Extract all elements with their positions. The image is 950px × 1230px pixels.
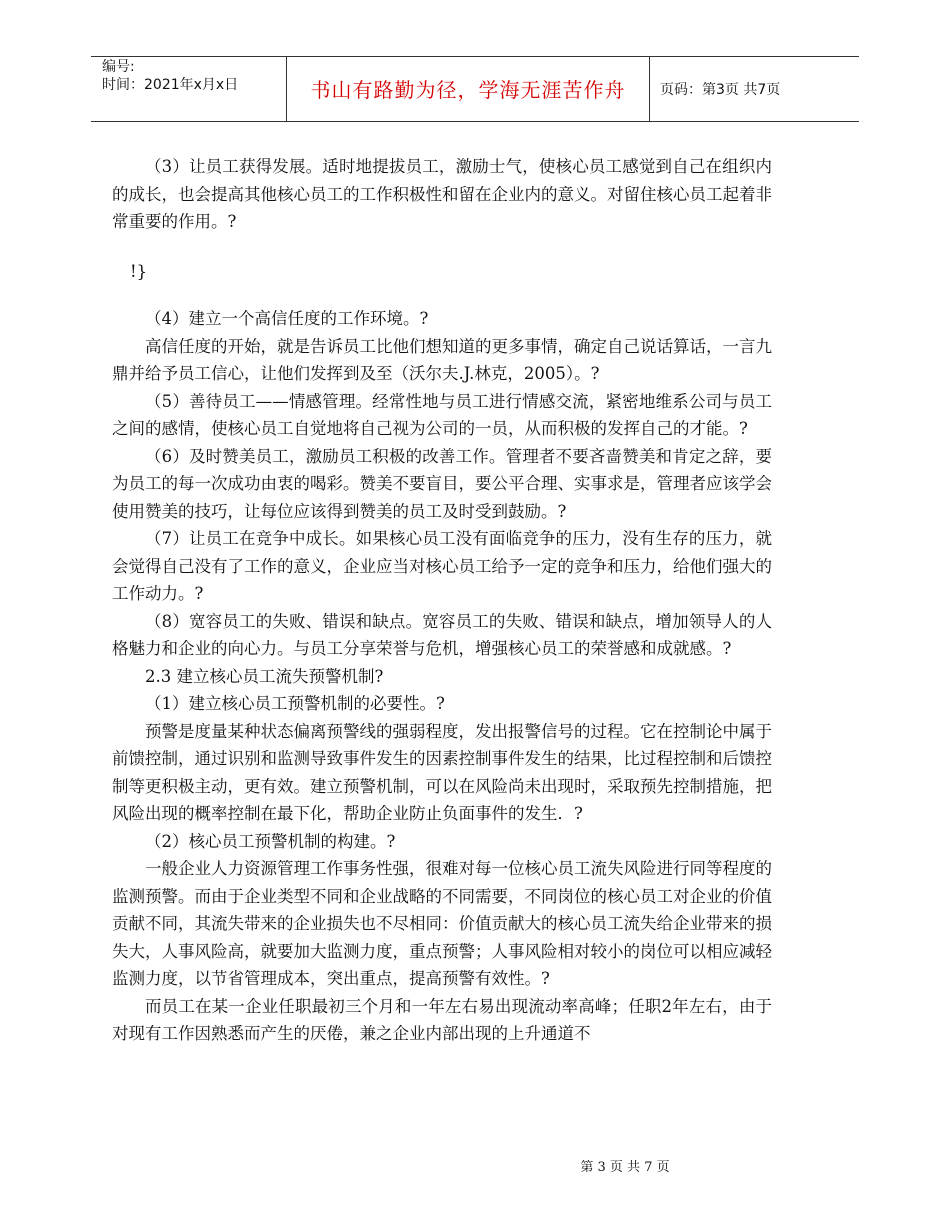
header-page-info: 页码：第3页 共7页 <box>660 82 781 98</box>
header-bottom-rule <box>91 121 859 122</box>
paragraph: （8）宽容员工的失败、错误和缺点。宽容员工的失败、错误和缺点，增加领导人的人格魅力和企业的向心力。与员工分享荣誉与危机，增强核心员工的荣誉感和成就感。? <box>112 611 772 658</box>
paragraph: 一般企业人力资源管理工作事务性强，很难对每一位核心员工流失风险进行同等程度的监测预警。而由于企业类型不同和企业战略的不同需要，不同岗位的核心员工对企业的价值贡献不同，其流失带来的企业损失也不尽相同：价值贡献大的核心员工流失给企业带来的损失大，人事风险高，就要加大监测力度，重点预警；人事风险相对较小的岗位可以相应减轻监测力度，以节省管理成本，突出重点，提高预警有效性。? <box>112 859 772 988</box>
paragraph: 而员工在某一企业任职最初三个月和一年左右易出现流动率高峰；任职2年左右，由于对现有工作因熟悉而产生的厌倦，兼之企业内部出现的上升通道不 <box>112 996 772 1043</box>
paragraph: （1）建立核心员工预警机制的必要性。? <box>145 694 445 713</box>
text-fragment: !} <box>130 261 148 281</box>
time-label: 时间：2021年x月x日 <box>102 77 239 93</box>
header-divider-right <box>649 56 650 121</box>
paragraph: （3）让员工获得发展。适时地提拔员工，激励士气，使核心员工感觉到自己在组织内的成长，也会提高其他核心员工的工作积极性和留在企业内的意义。对留住核心员工起着非常重要的作用。? <box>112 157 772 231</box>
paragraph: （5）善待员工——情感管理。经常性地与员工进行情感交流，紧密地维系公司与员工之间的感情，使核心员工自觉地将自己视为公司的一员，从而积极的发挥自己的才能。? <box>112 391 772 438</box>
header-motto: 书山有路勤为径，学海无涯苦作舟 <box>310 78 626 102</box>
paragraph: 高信任度的开始，就是告诉员工比他们想知道的更多事情，确定自己说话算话，一言九鼎并给予员工信心，让他们发挥到及至（沃尔夫.J.林克，2005）。? <box>112 336 772 383</box>
section-heading: 2.3 建立核心员工流失预警机制? <box>145 666 384 686</box>
number-label: 编号: <box>102 59 135 75</box>
paragraph: （6）及时赞美员工，激励员工积极的改善工作。管理者不要吝啬赞美和肯定之辞，要为员工的每一次成功由衷的喝彩。赞美不要盲目，要公平合理、实事求是，管理者应该学会使用赞美的技巧，让每位应该得到赞美的员工及时受到鼓励。? <box>112 446 772 521</box>
paragraph: （2）核心员工预警机制的构建。? <box>145 831 396 851</box>
paragraph: （7）让员工在竞争中成长。如果核心员工没有面临竞争的压力，没有生存的压力，就会觉得自己没有了工作的意义，企业应当对核心员工给予一定的竞争和压力，给他们强大的工作动力。? <box>112 529 772 603</box>
page-footer: 第 3 页 共 7 页 <box>580 1160 670 1175</box>
paragraph: 预警是度量某种状态偏离预警线的强弱程度，发出报警信号的过程。它在控制论中属于前馈控制，通过识别和监测导致事件发生的因素控制事件发生的结果，比过程控制和后馈控制等更积极主动，更有效。建立预警机制，可以在风险尚未出现时，采取预先控制措施，把风险出现的概率控制在最下化，帮助企业防止负面事件的发生．? <box>112 721 772 823</box>
document-body <box>112 153 772 1048</box>
paragraph: （4）建立一个高信任度的工作环境。? <box>145 309 429 328</box>
header-meta <box>102 58 238 94</box>
